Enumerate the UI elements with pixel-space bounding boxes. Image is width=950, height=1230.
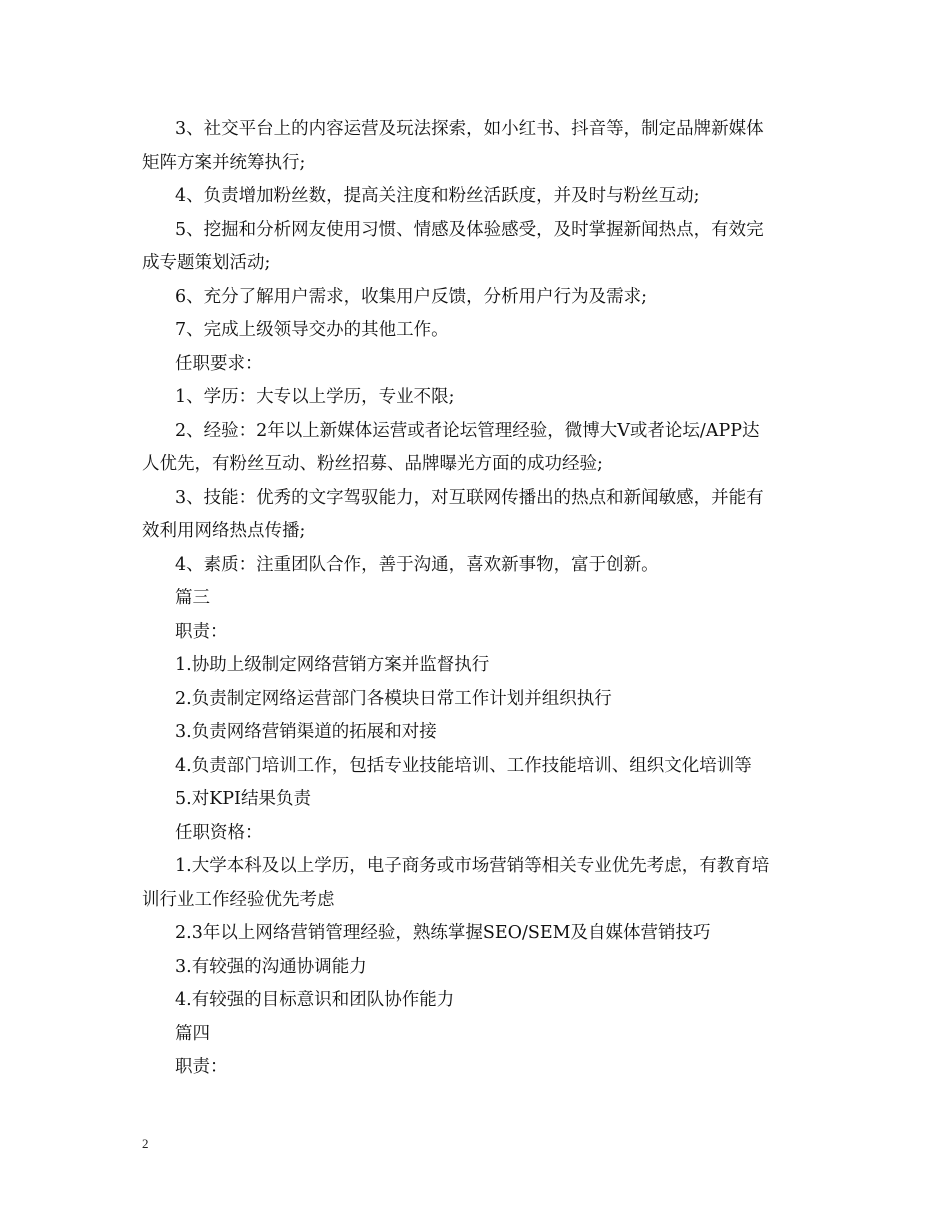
text-line: 人优先，有粉丝互动、粉丝招募、品牌曝光方面的成功经验; [142, 454, 603, 474]
text-line: 成专题策划活动; [142, 253, 271, 273]
text-line: 1.协助上级制定网络营销方案并监督执行 [175, 655, 490, 675]
text-line: 2.负责制定网络运营部门各模块日常工作计划并组织执行 [175, 688, 612, 709]
text-line: 4、负责增加粉丝数，提高关注度和粉丝活跃度，并及时与粉丝互动; [175, 186, 700, 206]
text-line: 训行业工作经验优先考虑 [142, 889, 335, 910]
text-line: 2.3年以上网络营销管理经验，熟练掌握SEO/SEM及自媒体营销技巧 [175, 923, 711, 943]
text-line: 4.负责部门培训工作，包括专业技能培训、工作技能培训、组织文化培训等 [175, 755, 752, 776]
text-line: 5、挖掘和分析网友使用习惯、情感及体验感受，及时掌握新闻热点，有效完 [175, 219, 764, 240]
text-line: 4、素质：注重团队合作，善于沟通，喜欢新事物，富于创新。 [175, 554, 659, 575]
text-line: 效利用网络热点传播; [142, 521, 306, 541]
text-line: 职责： [175, 621, 228, 642]
text-line: 任职资格： [175, 822, 263, 843]
text-line: 篇三 [175, 588, 210, 608]
text-line: 2、经验：2年以上新媒体运营或者论坛管理经验，微博大V或者论坛/APP达 [175, 420, 760, 441]
text-line: 5.对KPI结果负责 [175, 789, 311, 809]
page-number: 2 [142, 1136, 149, 1151]
text-line: 3.负责网络营销渠道的拓展和对接 [175, 722, 437, 742]
text-line: 矩阵方案并统筹执行; [142, 152, 306, 173]
text-line: 职责： [175, 1057, 228, 1077]
text-line: 任职要求： [175, 353, 263, 374]
document-body [142, 113, 812, 1085]
text-line: 6、充分了解用户需求，收集用户反馈，分析用户行为及需求; [175, 286, 648, 307]
text-line: 3.有较强的沟通协调能力 [175, 956, 367, 977]
text-line: 3、社交平台上的内容运营及玩法探索，如小红书、抖音等，制定品牌新媒体 [175, 119, 764, 139]
text-line: 1.大学本科及以上学历，电子商务或市场营销等相关专业优先考虑，有教育培 [175, 856, 770, 876]
text-line: 1、学历：大专以上学历，专业不限; [175, 387, 455, 407]
text-line: 7、完成上级领导交办的其他工作。 [175, 320, 449, 340]
text-line: 3、技能：优秀的文字驾驭能力，对互联网传播出的热点和新闻敏感，并能有 [175, 487, 764, 508]
text-line: 篇四 [175, 1023, 210, 1044]
text-line: 4.有较强的目标意识和团队协作能力 [175, 990, 455, 1010]
